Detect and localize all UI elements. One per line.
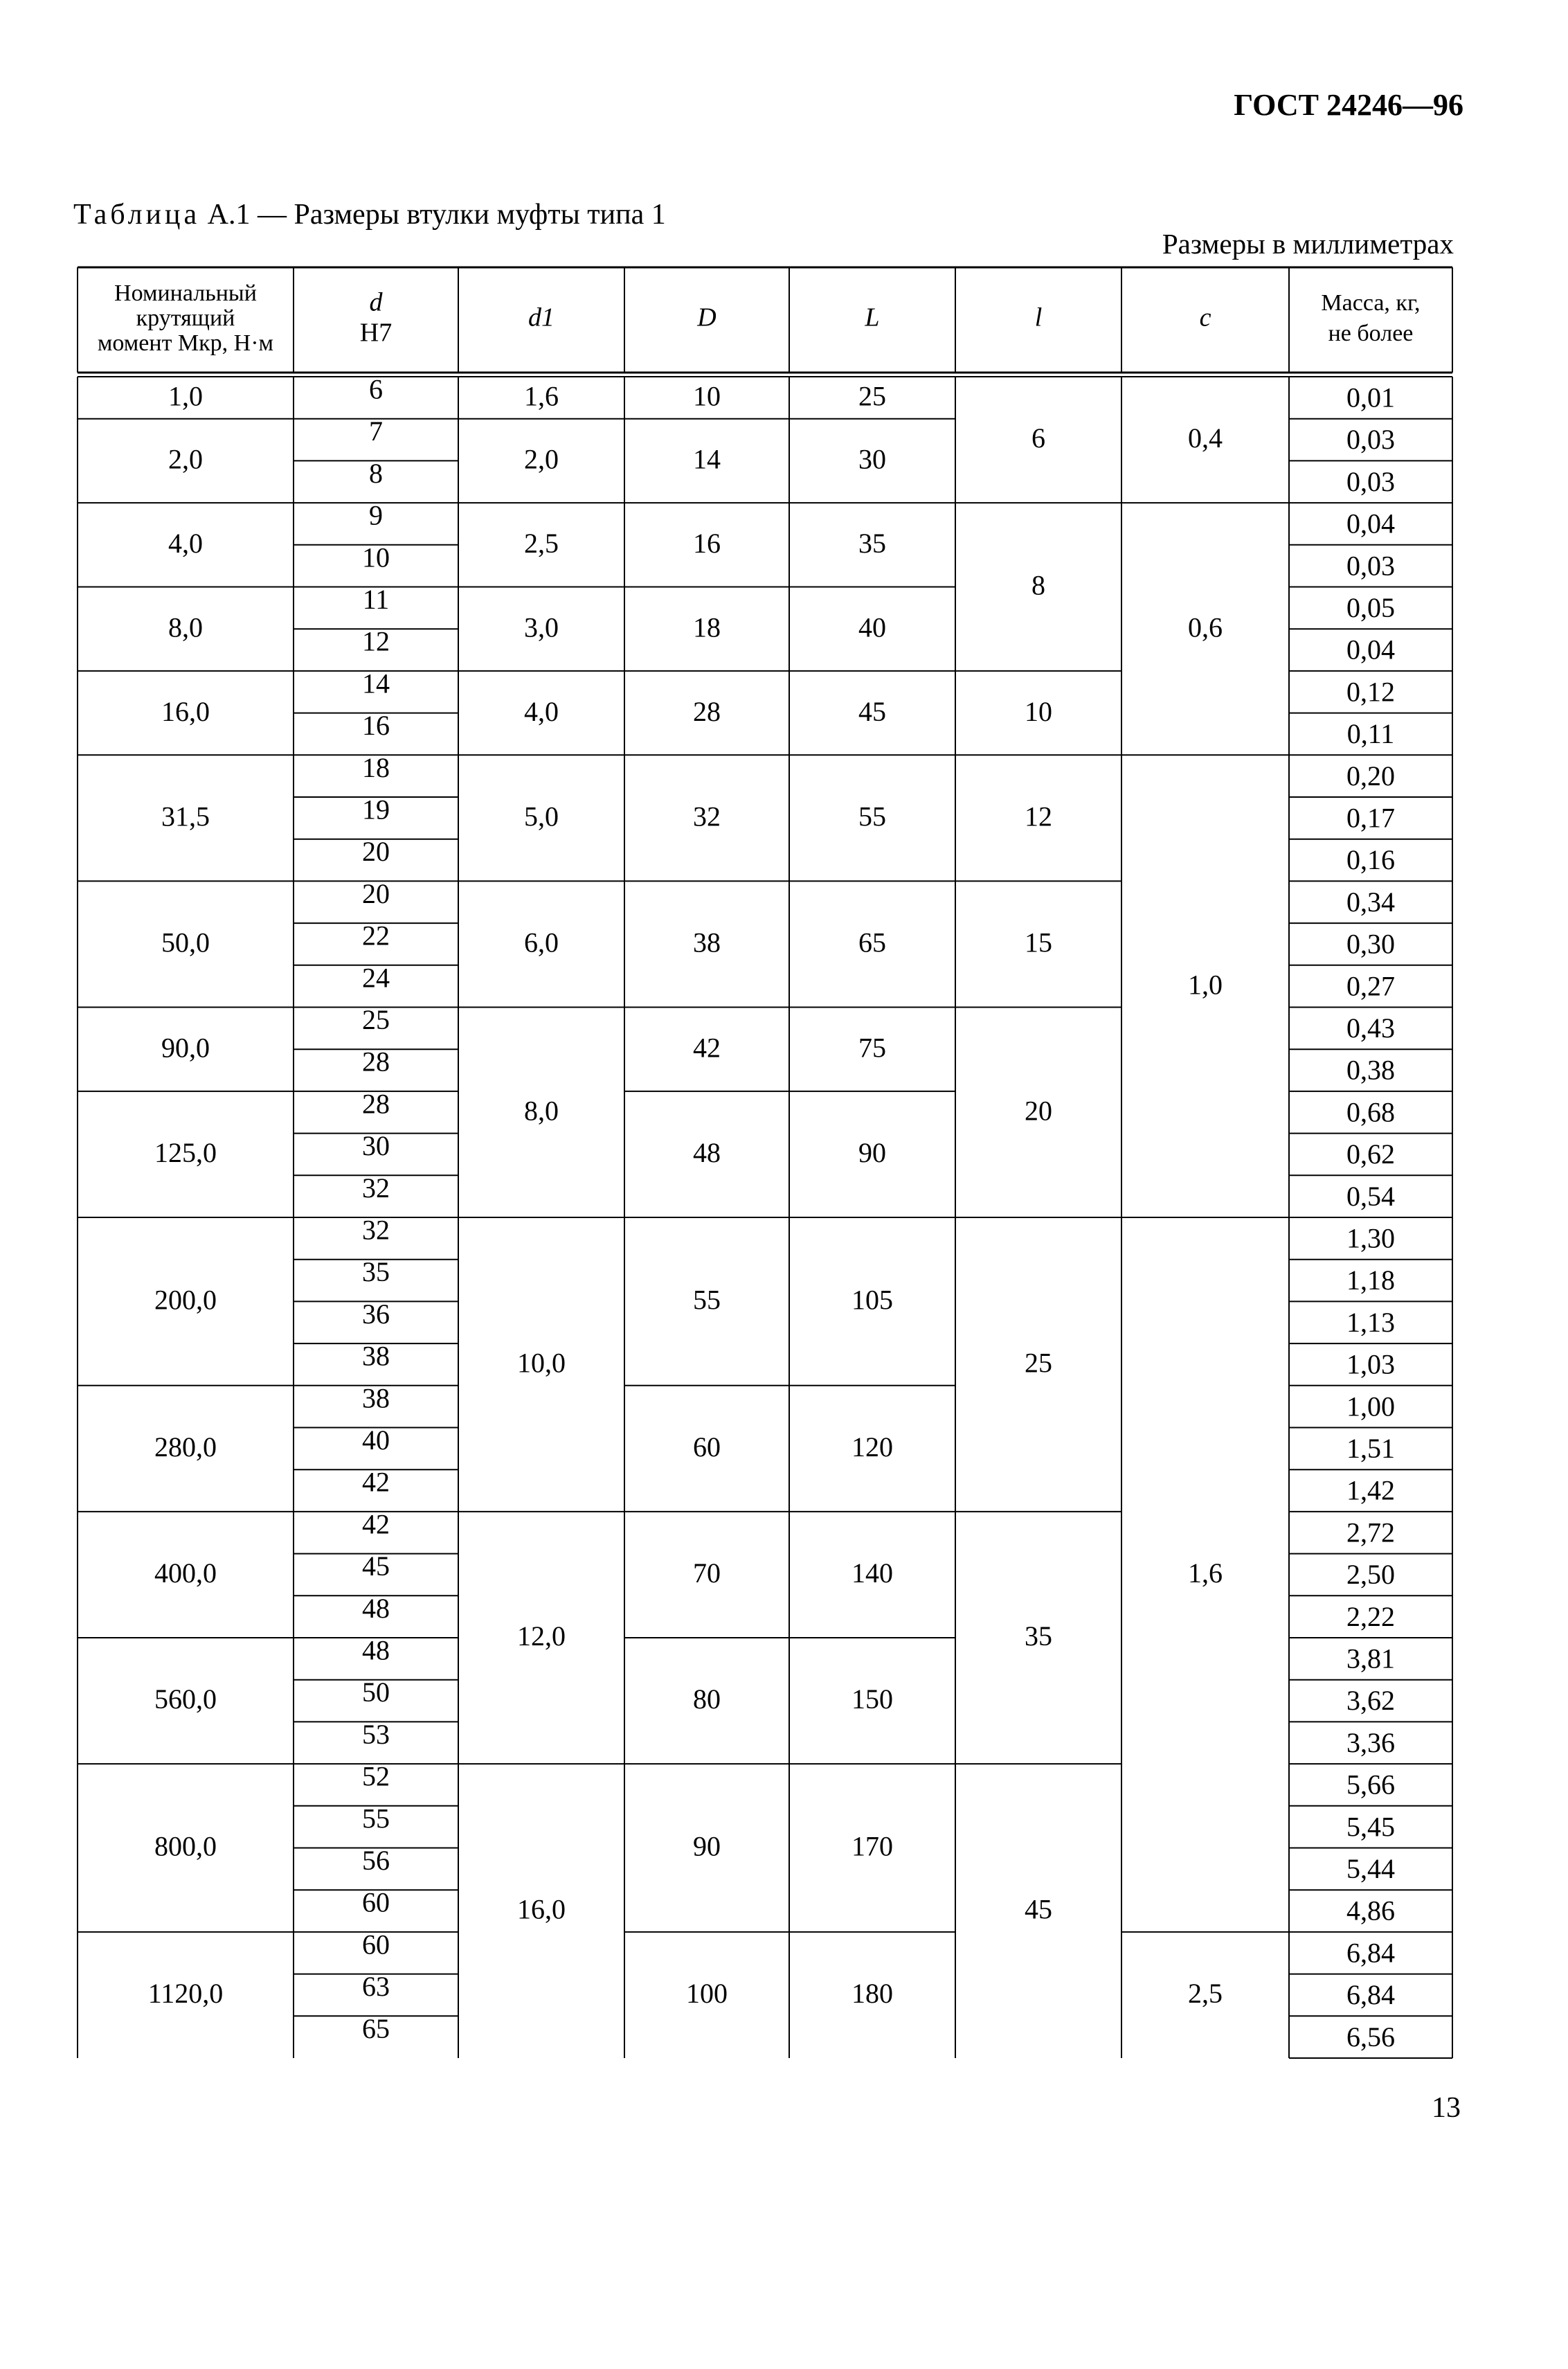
d-cell: 38	[362, 1382, 390, 1414]
d-cell: 63	[362, 1971, 390, 2003]
mass-cell: 0,20	[1346, 760, 1395, 792]
l-cell: 6	[1031, 422, 1045, 454]
d-cell: 45	[362, 1550, 390, 1582]
l-cell: 45	[1025, 1893, 1052, 1925]
c-cell: 2,5	[1188, 1978, 1223, 2010]
d-cell: 9	[369, 499, 383, 531]
header-torque-line-2: крутящий	[136, 305, 235, 331]
D-cell: 80	[693, 1683, 721, 1715]
L-cell: 180	[851, 1978, 893, 2010]
mass-cell: 1,51	[1346, 1433, 1395, 1465]
L-cell: 65	[858, 927, 886, 958]
mass-cell: 0,62	[1346, 1138, 1395, 1170]
torque-cell: 90,0	[161, 1032, 210, 1064]
d-cell: 55	[362, 1803, 390, 1834]
mass-cell: 0,01	[1346, 382, 1395, 413]
header-d-line-1: d	[369, 287, 383, 317]
page-number: 13	[1432, 2092, 1461, 2124]
d-cell: 20	[362, 836, 390, 868]
D-cell: 48	[693, 1137, 721, 1169]
mass-cell: 1,42	[1346, 1474, 1395, 1506]
L-cell: 25	[858, 380, 886, 412]
header-torque-line-3: момент Mкр, Н·м	[97, 330, 274, 356]
header-c-line-1: c	[1199, 303, 1211, 332]
L-cell: 30	[858, 443, 886, 475]
d-cell: 40	[362, 1424, 390, 1456]
mass-cell: 0,16	[1346, 844, 1395, 876]
d-cell: 50	[362, 1677, 390, 1708]
d1-cell: 1,6	[524, 380, 559, 412]
mass-cell: 2,22	[1346, 1600, 1395, 1632]
d-cell: 20	[362, 877, 390, 909]
mass-cell: 0,05	[1346, 592, 1395, 624]
d-cell: 28	[362, 1088, 390, 1120]
L-cell: 55	[858, 801, 886, 832]
torque-cell: 400,0	[154, 1557, 217, 1589]
mass-cell: 0,03	[1346, 550, 1395, 582]
d-cell: 48	[362, 1592, 390, 1624]
D-cell: 14	[693, 443, 721, 475]
header-mass-line-2: не более	[1328, 320, 1414, 346]
l-cell: 12	[1025, 801, 1052, 832]
L-cell: 35	[858, 527, 886, 559]
mass-cell: 6,84	[1346, 1979, 1395, 2011]
mass-cell: 1,00	[1346, 1391, 1395, 1422]
header-D-line-1: D	[697, 303, 717, 332]
c-cell: 1,6	[1188, 1557, 1223, 1589]
mass-cell: 3,81	[1346, 1643, 1395, 1674]
d-cell: 28	[362, 1046, 390, 1078]
L-cell: 75	[858, 1032, 886, 1064]
torque-cell: 200,0	[154, 1284, 217, 1316]
mass-cell: 0,04	[1346, 634, 1395, 665]
mass-cell: 6,84	[1346, 1937, 1395, 1969]
d-cell: 35	[362, 1256, 390, 1288]
units-note: Размеры в миллиметрах	[1162, 228, 1454, 260]
mass-cell: 0,04	[1346, 508, 1395, 539]
d-cell: 30	[362, 1130, 390, 1162]
torque-cell: 8,0	[168, 611, 203, 643]
torque-cell: 50,0	[161, 927, 210, 958]
d1-cell: 6,0	[524, 927, 559, 958]
d-cell: 25	[362, 1004, 390, 1036]
mass-cell: 1,18	[1346, 1264, 1395, 1296]
d-cell: 10	[362, 542, 390, 573]
d-cell: 6	[369, 373, 383, 405]
c-cell: 0,6	[1188, 611, 1223, 643]
mass-cell: 5,45	[1346, 1811, 1395, 1843]
d-cell: 24	[362, 962, 390, 994]
L-cell: 40	[858, 611, 886, 643]
d-cell: 16	[362, 710, 390, 742]
mass-cell: 1,30	[1346, 1222, 1395, 1254]
mass-cell: 1,03	[1346, 1348, 1395, 1380]
header-l-line-1: l	[1034, 303, 1043, 332]
d-cell: 56	[362, 1845, 390, 1877]
c-cell: 1,0	[1188, 969, 1223, 1001]
L-cell: 120	[851, 1431, 893, 1463]
torque-cell: 125,0	[154, 1137, 217, 1169]
mass-cell: 0,27	[1346, 970, 1395, 1002]
torque-cell: 16,0	[161, 695, 210, 727]
mass-cell: 4,86	[1346, 1895, 1395, 1927]
d1-cell: 10,0	[517, 1347, 566, 1379]
l-cell: 20	[1025, 1095, 1052, 1127]
header-torque-line-1: Номинальный	[114, 280, 257, 306]
D-cell: 42	[693, 1032, 721, 1064]
l-cell: 35	[1025, 1620, 1052, 1652]
D-cell: 10	[693, 380, 721, 412]
D-cell: 100	[686, 1978, 728, 2010]
mass-cell: 0,30	[1346, 928, 1395, 960]
torque-cell: 560,0	[154, 1683, 217, 1715]
mass-cell: 0,68	[1346, 1096, 1395, 1128]
mass-cell: 1,13	[1346, 1306, 1395, 1338]
torque-cell: 31,5	[161, 801, 210, 832]
d-cell: 22	[362, 920, 390, 951]
L-cell: 170	[851, 1830, 893, 1862]
c-cell: 0,4	[1188, 422, 1223, 454]
D-cell: 18	[693, 611, 721, 643]
d-cell: 42	[362, 1508, 390, 1540]
D-cell: 60	[693, 1431, 721, 1463]
d-cell: 60	[362, 1886, 390, 1918]
d-cell: 11	[362, 584, 390, 616]
mass-cell: 0,17	[1346, 802, 1395, 834]
l-cell: 15	[1025, 927, 1052, 958]
L-cell: 45	[858, 695, 886, 727]
torque-cell: 1120,0	[147, 1978, 224, 2010]
d1-cell: 12,0	[517, 1620, 566, 1652]
d-cell: 7	[369, 415, 383, 447]
d1-cell: 3,0	[524, 611, 559, 643]
L-cell: 90	[858, 1137, 886, 1169]
d-cell: 36	[362, 1298, 390, 1330]
header-d-line-2: H7	[359, 318, 393, 348]
mass-cell: 0,11	[1346, 718, 1395, 750]
l-cell: 10	[1025, 695, 1052, 727]
d-cell: 8	[369, 457, 383, 489]
torque-cell: 280,0	[154, 1431, 217, 1463]
mass-cell: 0,38	[1346, 1054, 1395, 1086]
standard-designation: ГОСТ 24246—96	[1234, 88, 1463, 122]
d-cell: 12	[362, 625, 390, 657]
d-cell: 18	[362, 751, 390, 783]
header-L-line-1: L	[865, 303, 880, 332]
d1-cell: 5,0	[524, 801, 559, 832]
d-cell: 52	[362, 1760, 390, 1792]
l-cell: 25	[1025, 1347, 1052, 1379]
d1-cell: 16,0	[517, 1893, 566, 1925]
D-cell: 28	[693, 695, 721, 727]
mass-cell: 6,56	[1346, 2021, 1395, 2053]
L-cell: 150	[851, 1683, 893, 1715]
torque-cell: 800,0	[154, 1830, 217, 1862]
d1-cell: 2,0	[524, 443, 559, 475]
D-cell: 32	[693, 801, 721, 832]
mass-cell: 5,44	[1346, 1853, 1395, 1885]
l-cell: 8	[1031, 569, 1045, 601]
d1-cell: 4,0	[524, 695, 559, 727]
mass-cell: 3,36	[1346, 1726, 1395, 1758]
torque-cell: 2,0	[168, 443, 203, 475]
d1-cell: 2,5	[524, 527, 559, 559]
d-cell: 53	[362, 1718, 390, 1750]
torque-cell: 4,0	[168, 527, 203, 559]
D-cell: 16	[693, 527, 721, 559]
header-d1-line-1: d1	[528, 303, 555, 332]
d-cell: 32	[362, 1172, 390, 1204]
table-caption-label: Таблица	[73, 199, 201, 231]
d-cell: 19	[362, 794, 390, 825]
D-cell: 90	[693, 1830, 721, 1862]
mass-cell: 0,12	[1346, 676, 1395, 708]
d-cell: 42	[362, 1466, 390, 1498]
table-caption-text: А.1 — Размеры втулки муфты типа 1	[200, 199, 666, 231]
d-cell: 65	[362, 2012, 390, 2044]
d-cell: 32	[362, 1214, 390, 1246]
d-cell: 60	[362, 1929, 390, 1960]
L-cell: 140	[851, 1557, 893, 1589]
mass-cell: 0,03	[1346, 424, 1395, 456]
L-cell: 105	[851, 1284, 893, 1316]
mass-cell: 2,50	[1346, 1559, 1395, 1591]
d1-cell: 8,0	[524, 1095, 559, 1127]
mass-cell: 0,54	[1346, 1180, 1395, 1212]
d-cell: 48	[362, 1634, 390, 1666]
D-cell: 70	[693, 1557, 721, 1589]
D-cell: 38	[693, 927, 721, 958]
torque-cell: 1,0	[168, 380, 203, 412]
mass-cell: 0,03	[1346, 465, 1395, 497]
mass-cell: 0,43	[1346, 1012, 1395, 1044]
D-cell: 55	[693, 1284, 721, 1316]
mass-cell: 0,34	[1346, 886, 1395, 918]
mass-cell: 5,66	[1346, 1769, 1395, 1800]
mass-cell: 2,72	[1346, 1517, 1395, 1548]
d-cell: 14	[362, 668, 390, 699]
d-cell: 38	[362, 1340, 390, 1372]
mass-cell: 3,62	[1346, 1685, 1395, 1717]
header-mass-line-1: Масса, кг,	[1321, 289, 1421, 316]
